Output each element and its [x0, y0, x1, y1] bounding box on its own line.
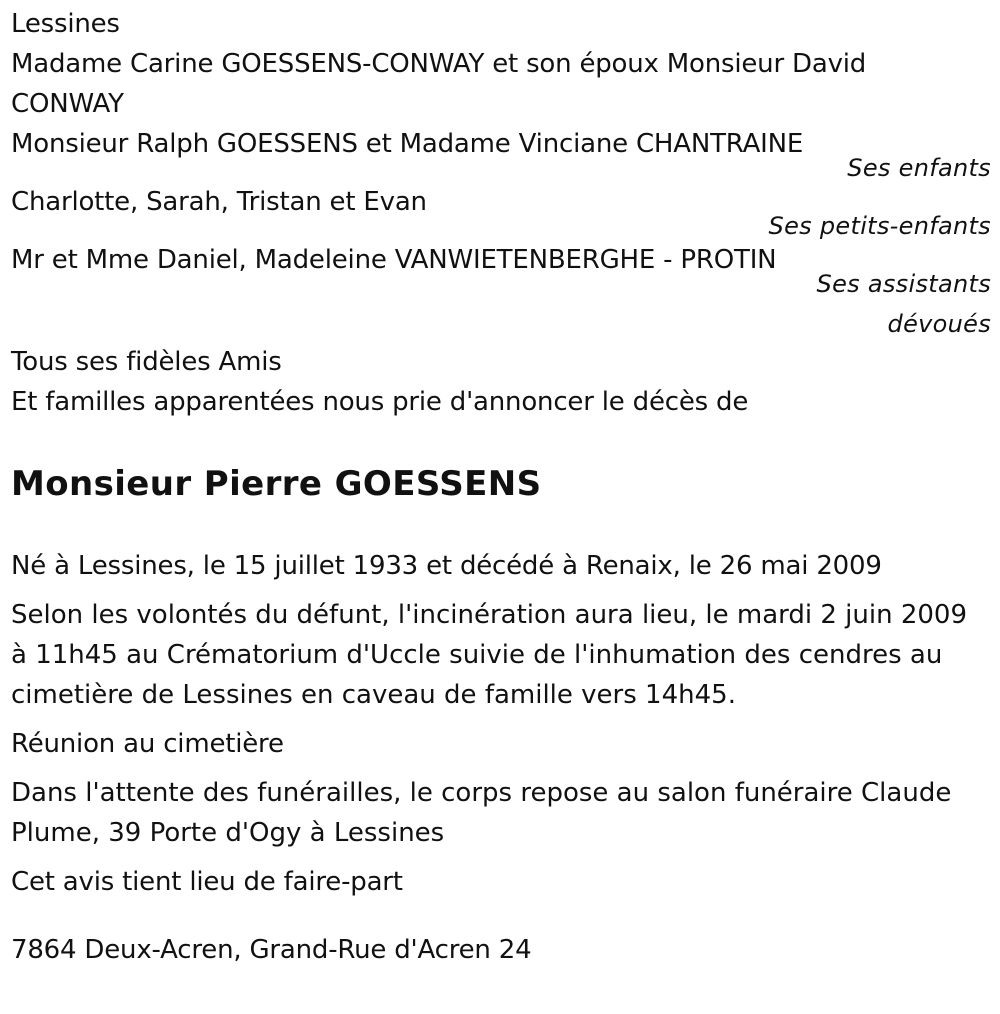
- role-label: Ses petits-enfants: [768, 212, 991, 240]
- family-line: Charlotte, Sarah, Tristan et Evan: [11, 187, 427, 217]
- notice-paragraph: Cet avis tient lieu de faire-part: [11, 867, 403, 897]
- family-line: Madame Carine GOESSENS-CONWAY et son époux Monsieur David: [11, 49, 867, 79]
- role-label-line: Ses assistants: [816, 270, 991, 298]
- address: 7864 Deux-Acren, Grand-Rue d'Acren 24: [11, 935, 532, 965]
- friends-line: Tous ses fidèles Amis: [11, 347, 282, 377]
- birth-death-paragraph: Né à Lessines, le 15 juillet 1933 et décédé à Renaix, le 26 mai 2009: [11, 551, 882, 581]
- family-line: Mr et Mme Daniel, Madeleine VANWIETENBERGHE - PROTIN: [11, 245, 777, 275]
- family-line: CONWAY: [11, 89, 124, 119]
- intro-line: Et familles apparentées nous prie d'annoncer le décès de: [11, 387, 749, 417]
- family-group-grandchildren: [11, 182, 991, 246]
- role-label: Ses enfants: [847, 154, 991, 182]
- role-label-line: dévoués: [887, 310, 991, 338]
- meeting-paragraph: Réunion au cimetière: [11, 729, 284, 759]
- role-label: [791, 264, 991, 344]
- family-group-children: [11, 44, 991, 188]
- deceased-name: Monsieur Pierre GOESSENS: [11, 464, 542, 504]
- funeral-home-paragraph: Dans l'attente des funérailles, le corps repose au salon funéraire Claude Plume, 39 Porte d'Ogy à Lessines: [11, 778, 952, 848]
- ceremony-paragraph: Selon les volontés du défunt, l'incinération aura lieu, le mardi 2 juin 2009 à 11h45 au Crématorium d'Uccle suivie de l'inhumation des cendres au cimetière de Lessines en caveau de famille vers 14h45.: [11, 600, 968, 710]
- family-group-assistants: [11, 240, 991, 344]
- place: Lessines: [11, 9, 120, 39]
- family-line: Monsieur Ralph GOESSENS et Madame Vinciane CHANTRAINE: [11, 129, 804, 159]
